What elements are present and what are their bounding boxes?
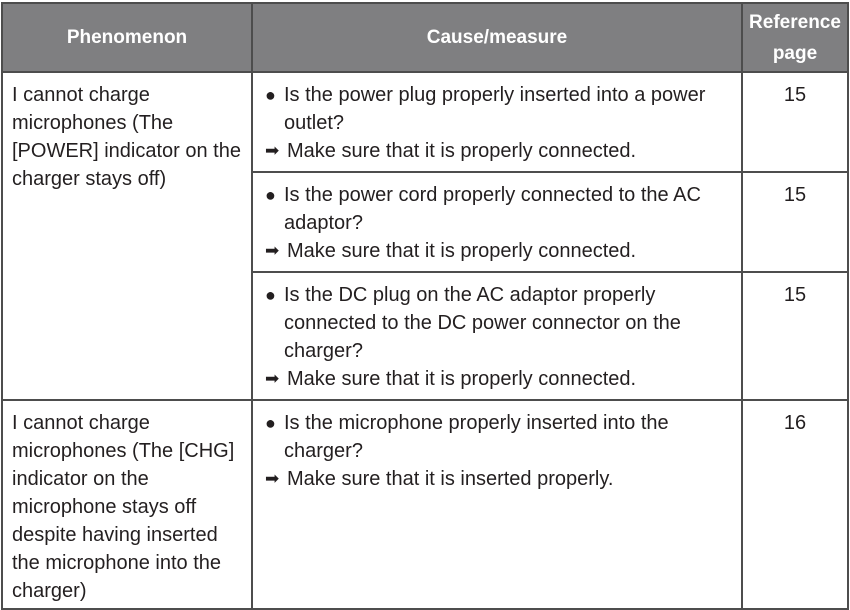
header-reference-label: Reference page [749,11,841,64]
phenomenon-cell: I cannot charge microphones (The [POWER] indicator on the charger stays off) [2,72,252,400]
bullet-icon: ● [265,85,276,105]
cause-question: Is the microphone properly inserted into the charger? [284,412,669,462]
cause-measure: Make sure that it is properly connected. [287,368,637,390]
reference-page-cell: 15 [742,272,848,400]
cause-question: Is the power plug properly inserted into a power outlet? [284,84,706,134]
cause-measure: Make sure that it is inserted properly. [287,468,614,490]
right-arrow-icon: ➡ [265,141,280,160]
right-arrow-icon: ➡ [265,469,280,488]
cause-question: Is the power cord properly connected to the AC adaptor? [284,184,701,234]
cause-measure: Make sure that it is properly connected. [287,140,637,162]
phenomenon-cell: I cannot charge microphones (The [CHG] indicator on the microphone stays off despite having inserted the microphone into the charger) [2,400,252,609]
troubleshooting-table [1,2,849,610]
table-row [2,400,848,609]
cause-measure: Make sure that it is properly connected. [287,240,637,262]
cause-cell [252,400,742,609]
cause-question: Is the DC plug on the AC adaptor properly connected to the DC power connector on the charger? [284,284,681,362]
header-cause-measure: Cause/measure [252,3,742,72]
table-row [2,72,848,172]
right-arrow-icon: ➡ [265,241,280,260]
reference-page-cell: 15 [742,172,848,272]
bullet-icon: ● [265,185,276,205]
bullet-icon: ● [265,413,276,433]
header-phenomenon: Phenomenon [2,3,252,72]
header-row [2,3,848,72]
reference-page-cell: 16 [742,400,848,609]
header-reference-page [742,3,848,72]
bullet-icon: ● [265,285,276,305]
cause-cell [252,72,742,172]
cause-cell [252,172,742,272]
right-arrow-icon: ➡ [265,369,280,388]
cause-cell [252,272,742,400]
reference-page-cell: 15 [742,72,848,172]
